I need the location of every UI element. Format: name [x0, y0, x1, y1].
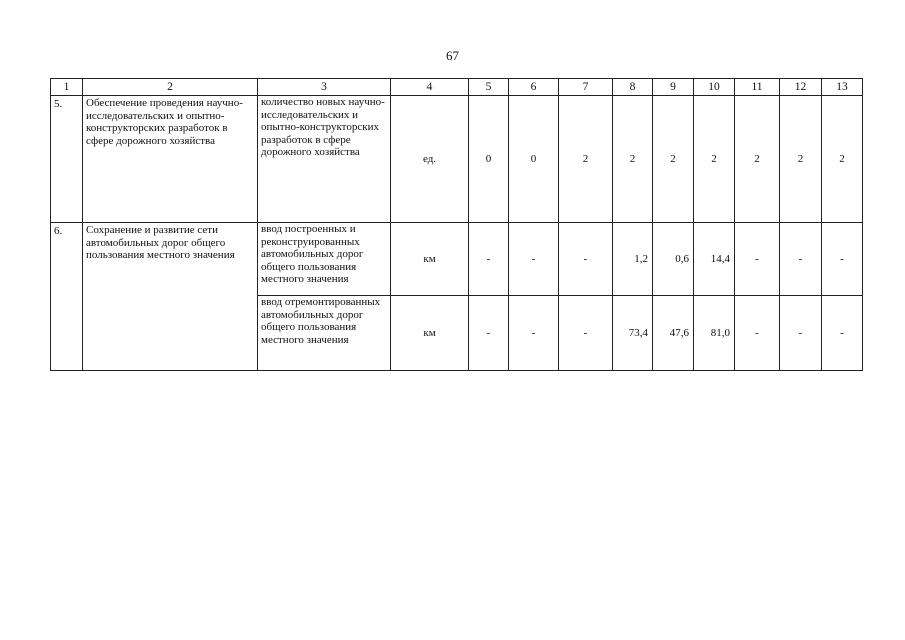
value-cell: 2 [694, 96, 735, 223]
value-cell: - [509, 223, 559, 296]
value-cell: 81,0 [694, 296, 735, 371]
activity-name: Сохранение и развитие сети автомобильных дорог общего пользования местного значения [83, 223, 258, 371]
value-cell: - [735, 223, 780, 296]
header-cell: 10 [694, 79, 735, 96]
value-cell: 14,4 [694, 223, 735, 296]
value-cell: - [509, 296, 559, 371]
value-cell: 0,6 [653, 223, 694, 296]
value-cell: - [822, 223, 863, 296]
value-cell: - [735, 296, 780, 371]
value-cell: - [469, 223, 509, 296]
header-cell: 6 [509, 79, 559, 96]
value-cell: 1,2 [613, 223, 653, 296]
value-cell: 73,4 [613, 296, 653, 371]
value-cell: - [780, 296, 822, 371]
header-cell: 9 [653, 79, 694, 96]
value-cell: 2 [735, 96, 780, 223]
value-cell: 47,6 [653, 296, 694, 371]
table-row [51, 223, 863, 296]
value-cell: 0 [509, 96, 559, 223]
value-cell: - [780, 223, 822, 296]
value-cell: 2 [780, 96, 822, 223]
page-number: 67 [446, 48, 459, 63]
indicator-name: ввод построенных и реконструированных автомобильных дорог общего пользования местного значения [258, 223, 391, 296]
header-cell: 5 [469, 79, 509, 96]
activity-name: Обеспечение проведения научно-исследовательских и опытно-конструкторских разработок в сфере дорожного хозяйства [83, 96, 258, 223]
indicators-table [50, 78, 863, 371]
header-cell: 12 [780, 79, 822, 96]
header-cell: 2 [83, 79, 258, 96]
header-cell: 13 [822, 79, 863, 96]
value-cell: - [559, 296, 613, 371]
header-cell: 1 [51, 79, 83, 96]
unit-cell: ед. [391, 96, 469, 223]
header-cell: 8 [613, 79, 653, 96]
row-number: 6. [51, 223, 83, 371]
value-cell: - [559, 223, 613, 296]
header-cell: 3 [258, 79, 391, 96]
value-cell: - [822, 296, 863, 371]
indicator-name: количество новых научно-исследовательских и опытно-конструкторских разработок в сфере дорожного хозяйства [258, 96, 391, 223]
value-cell: 2 [653, 96, 694, 223]
value-cell: 2 [559, 96, 613, 223]
header-row [51, 79, 863, 96]
row-number: 5. [51, 96, 83, 223]
value-cell: 2 [822, 96, 863, 223]
value-cell: 0 [469, 96, 509, 223]
value-cell: - [469, 296, 509, 371]
table-row [51, 96, 863, 223]
unit-cell: км [391, 296, 469, 371]
value-cell: 2 [613, 96, 653, 223]
header-cell: 11 [735, 79, 780, 96]
header-cell: 7 [559, 79, 613, 96]
unit-cell: км [391, 223, 469, 296]
indicator-name: ввод отремонтированных автомобильных дорог общего пользования местного значения [258, 296, 391, 371]
header-cell: 4 [391, 79, 469, 96]
